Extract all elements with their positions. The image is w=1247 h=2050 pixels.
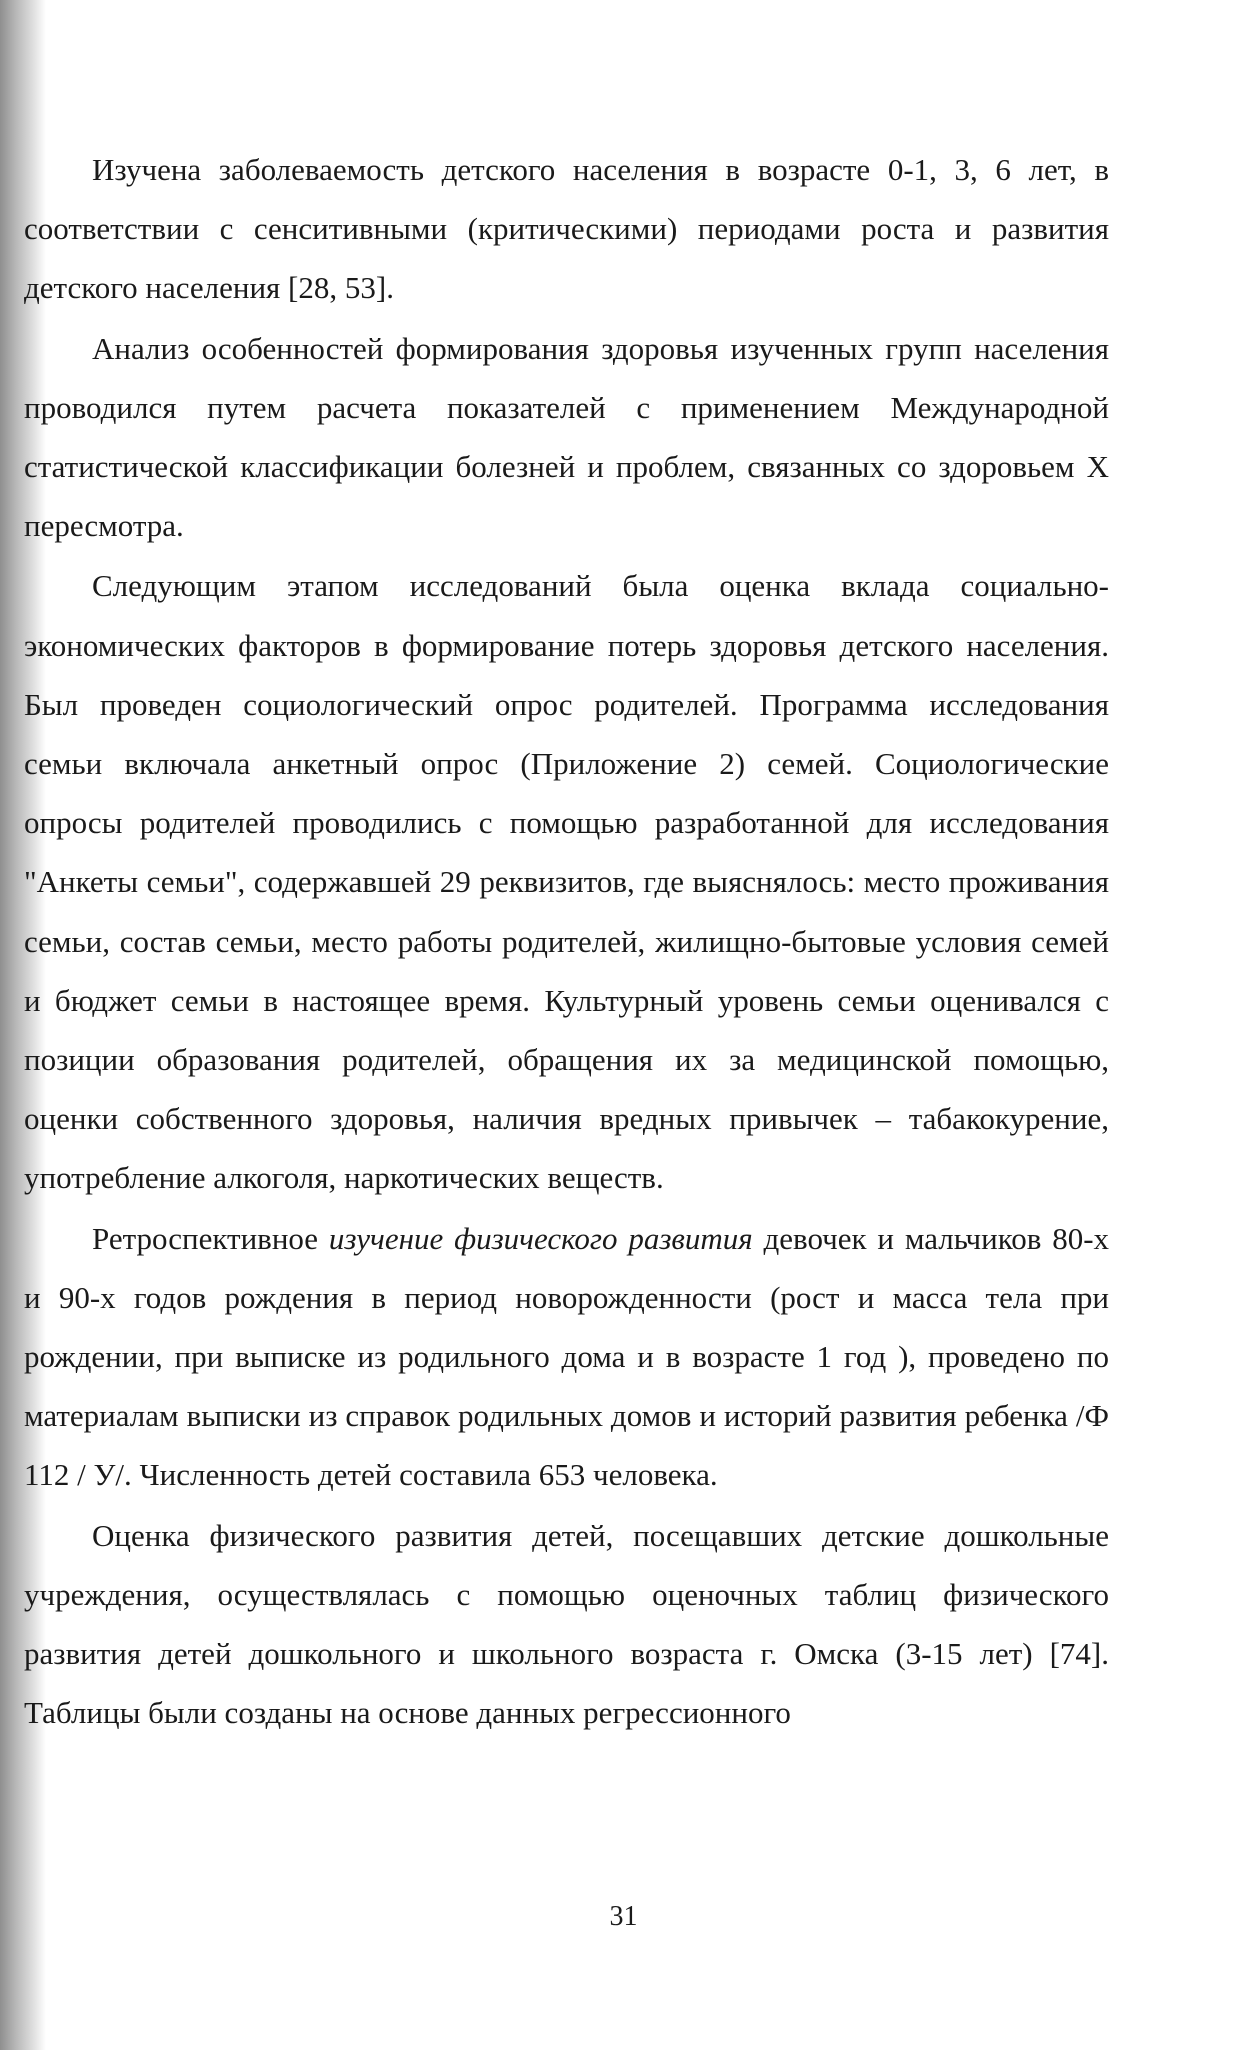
page-number: 31 (609, 1901, 638, 1932)
paragraph-socioeconomic-factors: Следующим этапом исследований была оценка вклада социально-экономических факторов в формирование потерь здоровья детского населения. Был проведен социологический опрос родителей. Программа исследования семьи включала анкетный опрос (Приложение 2) семей. Социологические опросы родителей проводились с помощью разработанной для исследования "Анкеты семьи", содержавшей 29 реквизитов, где выяснялось: место проживания семьи, состав семьи, место работы родителей, жилищно-бытовые условия семей и бюджет семьи в настоящее время. Культурный уровень семьи оценивался с позиции образования родителей, обращения их за медицинской помощью, оценки собственного здоровья, наличия вредных привычек – табакокурение, употребление алкоголя, наркотических веществ. (24, 568, 1109, 1196)
paragraph-retrospective-rest: девочек и мальчиков 80-х и 90-х годов рождения в период новорожденности (рост и масса тела при рождении, при выписке из родильного дома и в возрасте 1 год ), проведено по материалам выписки из справок родильных домов и историй развития ребенка /Ф 112 / У/. Численность детей составила 653 человека. (24, 1220, 1110, 1493)
paragraph-retrospective-study (24, 1209, 1109, 1505)
paragraph-morbidity-study: Изучена заболеваемость детского населения в возрасте 0-1, 3, 6 лет, в соответствии с сенситивными (критическими) периодами роста и развития детского населения [28, 53]. (24, 152, 1109, 306)
document-page (24, 140, 1109, 1743)
paragraph-health-analysis: Анализ особенностей формирования здоровья изученных групп населения проводился путем расчета показателей с применением Международной статистической классификации болезней и проблем, связанных со здоровьем X пересмотра. (24, 330, 1109, 544)
paragraph-retrospective-lead: Ретроспективное (92, 1220, 329, 1256)
emphasized-phrase: изучение физического развития (328, 1220, 753, 1256)
paragraph-physical-development-assessment: Оценка физического развития детей, посещавших детские дошкольные учреждения, осуществлялась с помощью оценочных таблиц физического развития детей дошкольного и школьного возраста г. Омска (3-15 лет) [74]. Таблицы были созданы на основе данных регрессионного (24, 1517, 1109, 1731)
